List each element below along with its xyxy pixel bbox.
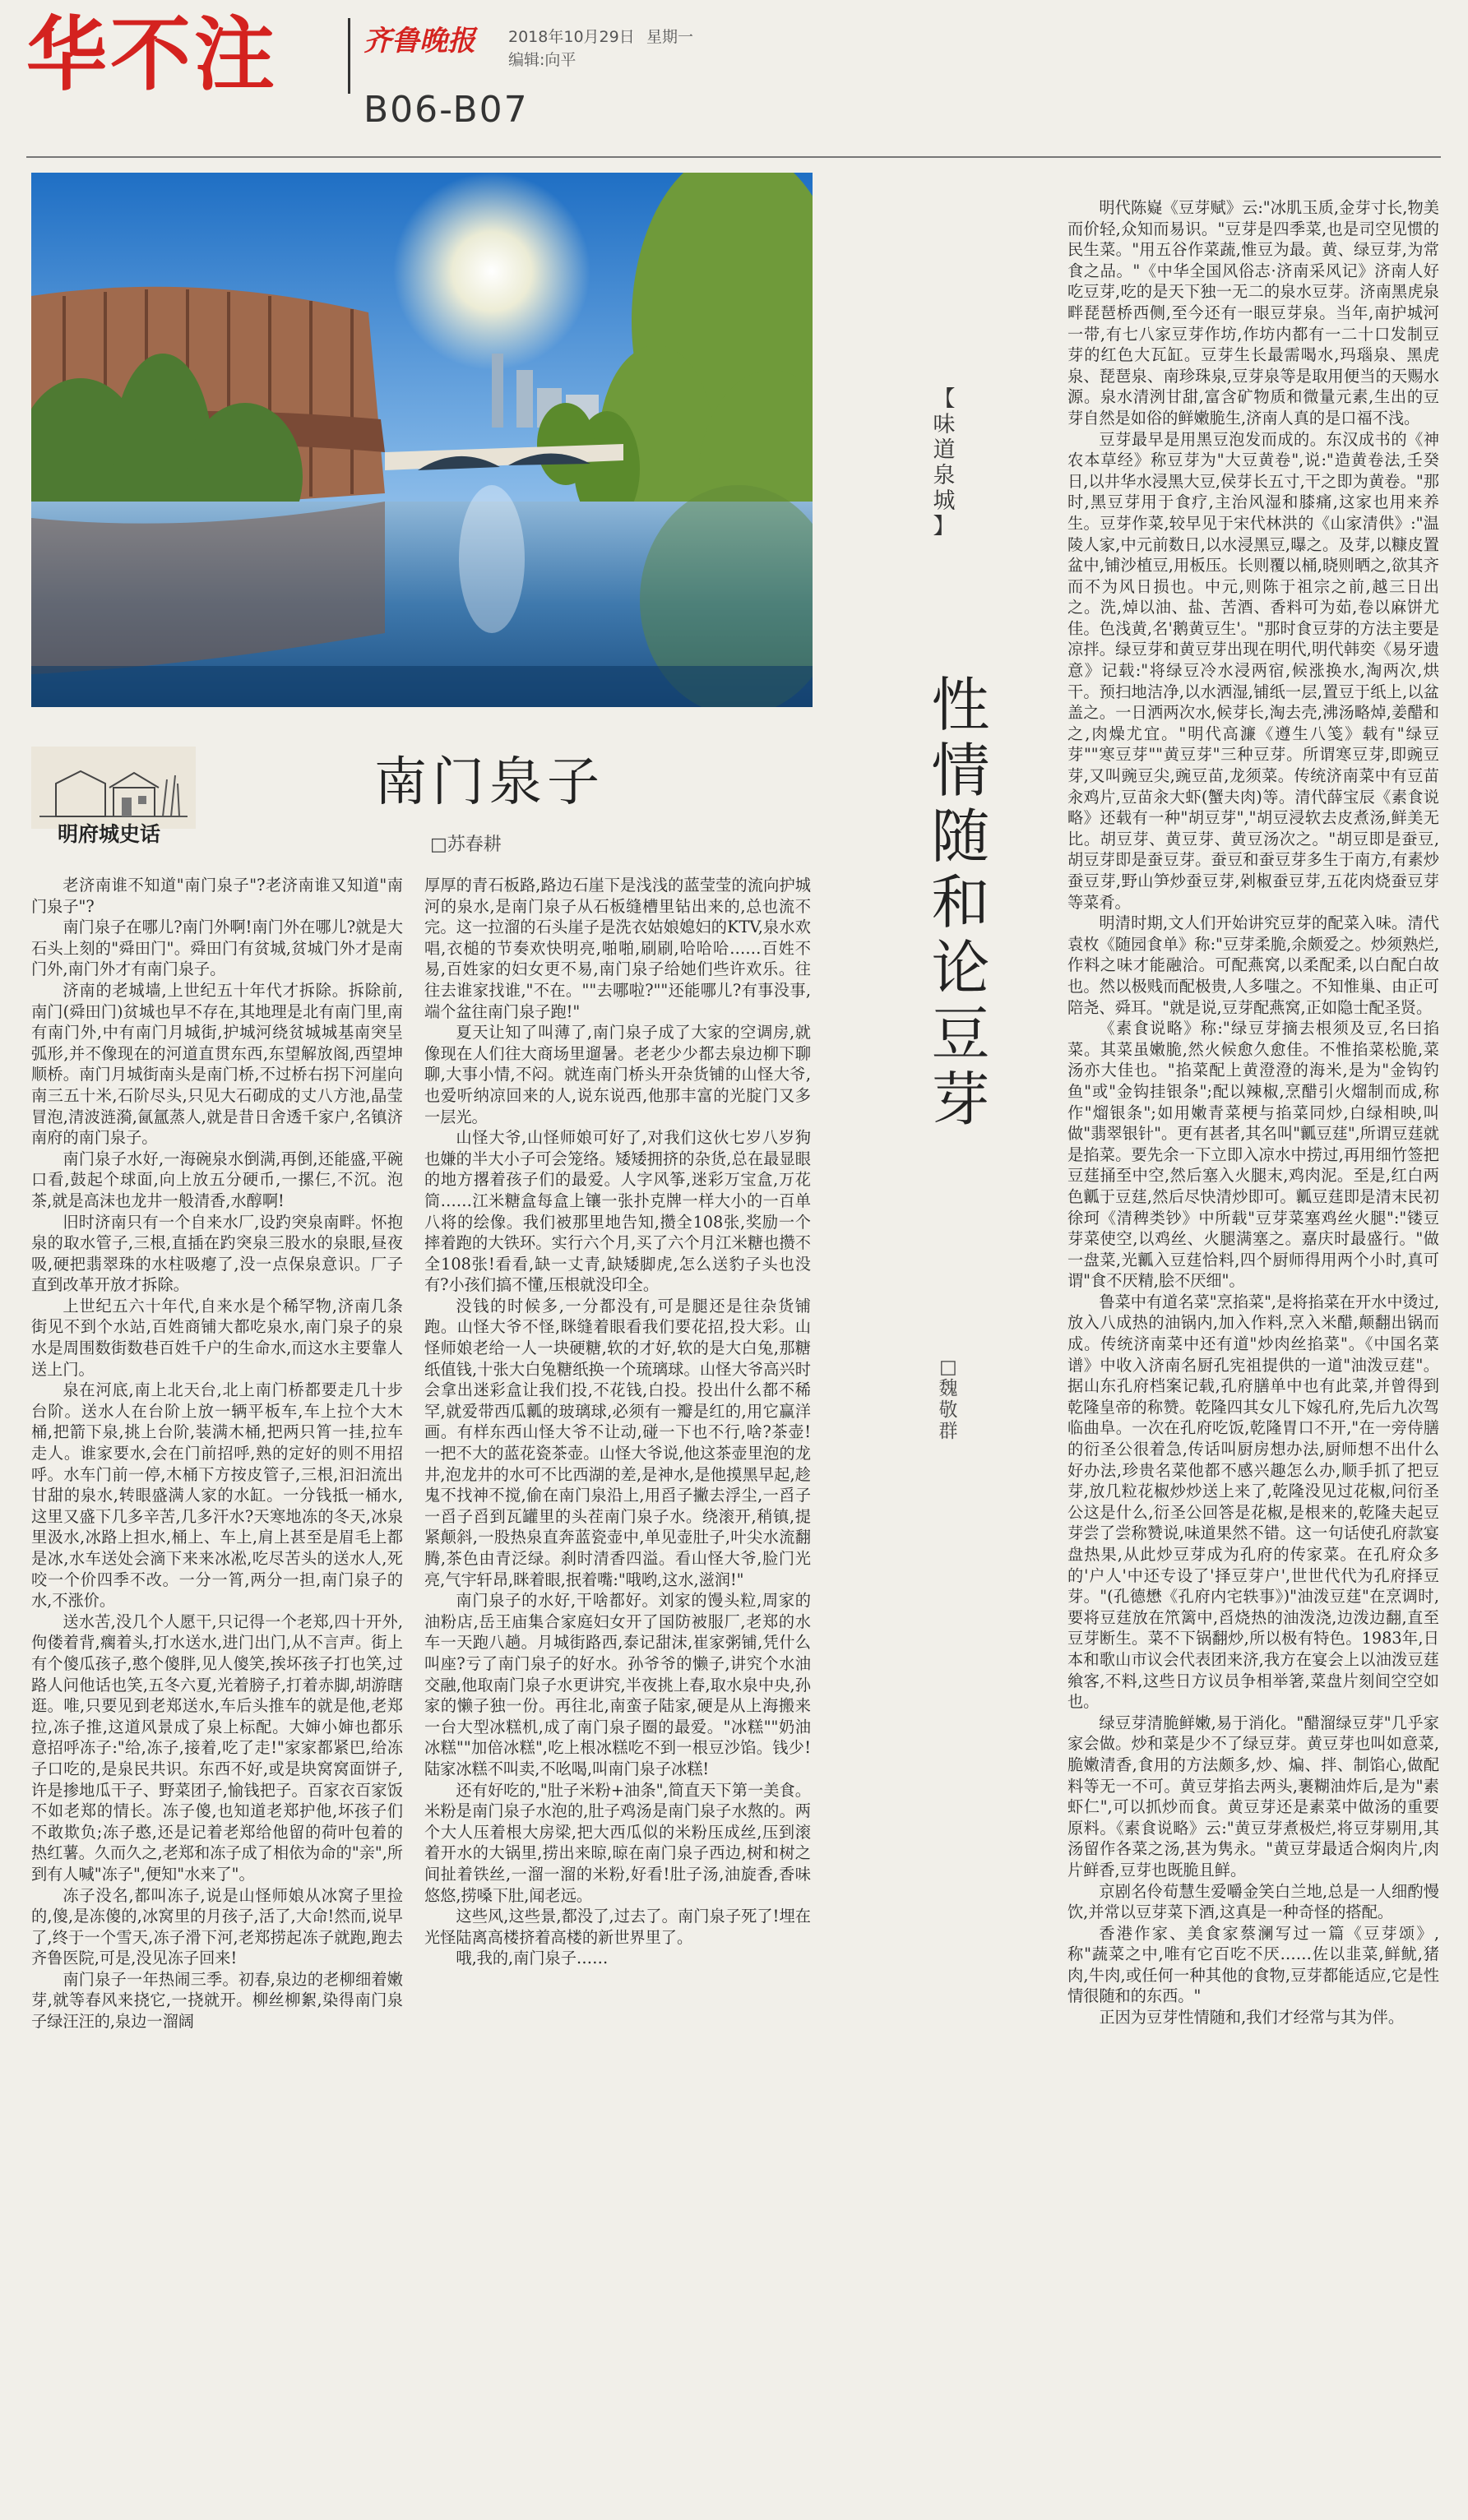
column-tag-vertical [928,386,961,539]
section-title: 华不注 [26,8,279,102]
author-char: 魏 [938,1378,958,1399]
paragraph: 泉在河底,南上北天台,北上南门桥都要走几十步台阶。送水人在台阶上放一辆平板车,车上拉个大木桶,把箭下泉,挑上台阶,装满木桶,把两只筲一挂,拉车走人。谁家要水,会在门前招呼,熟的定好的则不用招呼。水车门前一停,木桶下方按皮管子,三根,汩汩流出甘甜的泉水,转眼盛满人家的水缸。一分钱抵一桶水,这里又盛下几多辛苦,几多汗水?天寒地冻的冬天,冰泉里汲水,冰路上担水,桶上、车上,肩上甚至是眉毛上都是冰,水车送处会滴下来来冰凇,吃尽苦头的送水人,死咬一个价四季不改。一分一筲,两分一担,南门泉子的水,不涨价。 [31,1380,403,1611]
paragraph: 京剧名伶荀慧生爱嚼金笑白兰地,总是一人细酌慢饮,并常以豆芽菜下酒,这真是一种奇怪的搭配。 [1067,1881,1439,1922]
issue-date: 2018年10月29日 [508,28,635,46]
page-numbers: B06-B07 [364,89,529,131]
paragraph: 厚厚的青石板路,路边石崖下是浅浅的蓝莹莹的流向护城河的泉水,是南门泉子从石板缝槽里钻出来的,总也流不完。这一拉溜的石头崖子是洗衣姑娘媳妇的KTV,泉水欢唱,衣槌的节奏欢快明亮,啪啪,刷刷,哈哈哈……百姓不易,百姓家的妇女更不易,南门泉子给她们些许欢乐。往往去谁家找谁,"不在。""去哪啦?""还能哪儿?有事没事,端个盆往南门泉子跑!" [424,876,811,1021]
title-char: 情 [931,737,990,805]
paragraph: 香港作家、美食家蔡澜写过一篇《豆芽颂》,称"蔬菜之中,唯有它百吃不厌……佐以韭菜,鲜鱿,猪肉,牛肉,或任何一种其他的食物,豆芽都能适应,它是性情很随和的东西。" [1067,1923,1439,2006]
author-char: □ [939,1357,957,1378]
paragraph: 正因为豆芽性情随和,我们才经常与其为伴。 [1099,2008,1405,2028]
article2-title-vertical [928,673,993,1133]
paragraph: 济南的老城墙,上世纪五十年代才拆除。拆除前,南门(舜田门)贫城也早不存在,其地理是北有南门里,南有南门外,中有南门月城街,护城河绕贫城城基南突呈弧形,并不像现在的河道直贯东西,东望解放阁,西望坤顺桥。南门月城街南头是南门桥,不过桥右拐下河崖向南三五十米,石阶尽头,只见大石砌成的丈八方池,晶莹冒泡,清波涟漪,氤氲蒸人,就是昔日舍透千家户,名镇济南府的南门泉子。 [31,980,403,1148]
article-title: 南门泉子 [374,752,604,813]
title-char: 性 [931,671,990,739]
paragraph: 没钱的时候多,一分都没有,可是腿还是往杂货铺跑。山怪大爷不怪,眯缝着眼看我们要花招,投大彩。山怪师娘老给一人一块硬糖,软的才好,软的是大白兔,那糖纸值钱,十张大白兔糖纸换一个琉璃球。山怪大爷高兴时会拿出迷彩盒让我们投,不花钱,白投。投出什么都不稀罕,就爱带西瓜瓤的玻璃球,必须有一瓣是红的,用它赢洋画。有样东西山怪大爷不让动,碰一下也不行,啥?茶壶!一把不大的蓝花瓷茶壶。山怪大爷说,他这茶壶里泡的龙井,泡龙井的水可不比西湖的差,是神水,是他摸黑早起,趁鬼不找神不搅,偷在南门泉沿上,用舀子撇去浮尘,一舀子一舀子舀到瓦罐里的头茬南门泉子水。绕滚开,稍镇,提紧颠斜,一股热泉直奔蓝瓷壶中,单见壶肚子,叶尖水流翻腾,茶色由青泛绿。刹时清香四溢。看山怪大爷,脸门光亮,气宇轩昂,眯着眼,抿着嘴:"哦哟,这水,滋润!" [424,1296,811,1589]
paragraph: 这些风,这些景,都没了,过去了。南门泉子死了!埋在光怪陆离高楼挤着高楼的新世界里了。 [424,1907,811,1947]
paragraph: 山怪大爷,山怪师娘可好了,对我们这伙七岁八岁狗也嫌的半大小子可会笼络。矮矮拥挤的杂货,总在最显眼的地方撂着孩子们的最爱。人字风筝,迷彩万宝盒,万花筒……江米糖盒每盒上镶一张扑克牌一样大小的一百单八将的绘像。我们被那里地告知,攒全108张,奖励一个摔着跑的大铁环。实行六个月,买了六个月江米糖也攒不全108张!看看,缺一丈青,缺矮脚虎,怎么送豹子头也没有?小孩们搞不懂,压根就没印全。 [424,1128,811,1295]
paragraph: 还有好吃的,"肚子米粉+油条",简直天下第一美食。米粉是南门泉子水泡的,肚子鸡汤是南门泉子水熬的。两个大人压着根大房梁,把大西瓜似的米粉压成丝,压到滚着开水的大锅里,捞出来晾,晾在南门泉子西边,树和树之间扯着铁丝,一溜一溜的米粉,好看!肚子汤,油旋香,香味悠悠,捞嗓下肚,闻老远。 [424,1780,811,1905]
paragraph: 冻子没名,都叫冻子,说是山怪师娘从冰窝子里捡的,傻,是冻傻的,冰窝里的月孩子,活了,大命!然而,说早了,终于一个雪天,冻子滑下河,老郑捞起冻子就跑,跑去齐鲁医院,可是,没见冻子回来! [31,1885,403,1968]
tag-char: 泉 [933,463,956,488]
city-moat-photo [31,173,813,707]
paragraph: 豆芽最早是用黑豆泡发而成的。东汉成书的《神农本草经》称豆芽为"大豆黄卷",说:"造黄卷法,壬癸日,以井华水浸黑大豆,侯芽长五寸,干之即为黄卷。"那时,黑豆芽用于食疗,主治风湿和膝痛,这家也用来养生。豆芽作菜,较早见于宋代林洪的《山家清供》:"温陵人家,中元前数日,以水浸黑豆,曝之。及芽,以糠皮置盆中,铺沙植豆,用板压。长则覆以桶,晓则晒之,欲其齐而不为风日损也。中元,则陈于祖宗之前,越三日出之。洗,焯以油、盐、苦酒、香料可为茹,卷以麻饼尤佳。色浅黄,名'鹅黄豆生'。"那时食豆芽的方法主要是凉拌。绿豆芽和黄豆芽出现在明代,明代韩奕《易牙遗意》记载:"将绿豆冷水浸两宿,候涨换水,淘两次,烘干。预扫地洁净,以水洒湿,铺纸一层,置豆于纸上,以盆盖之。一日洒两次水,候芽长,淘去壳,沸汤略焯,姜醋和之,肉燥尤宜。"明代高濂《遵生八笺》载有"绿豆芽""寒豆芽""黄豆芽"三种豆芽。所谓寒豆芽,即豌豆芽,又叫豌豆尖,豌豆苗,龙须菜。传统济南菜中有豆苗汆鸡片,豆苗汆大虾(蟹夫肉)等。清代薛宝辰《素食说略》还载有一种"胡豆芽","胡豆浸软去皮煮汤,鲜美无比。胡豆芽、黄豆芽、黄豆汤次之。"胡豆即是蚕豆,胡豆芽即是蚕豆芽。蚕豆和蚕豆芽多生于南方,有素炒蚕豆芽,野山笋炒蚕豆芽,剁椒蚕豆芽,五花肉烧蚕豆芽等菜肴。 [1067,429,1439,912]
column-label: 明府城史话 [58,822,161,846]
author-char: 群 [938,1421,958,1442]
paragraph: 老济南谁不知道"南门泉子"?老济南谁又知道"南门泉子"? [31,876,403,916]
paragraph: 《素食说略》称:"绿豆芽摘去根须及豆,名曰掐菜。其菜虽嫩脆,然火候愈久愈佳。不惟掐菜松脆,菜汤亦大佳也。"掐菜配上黄澄澄的海米,是为"金钩钓鱼"或"金钩挂银条";配以辣椒,烹醋引火熘制而成,称作"熘银条";如用嫩青菜梗与掐菜同炒,白绿相映,叫做"翡翠银针"。更有甚者,其名叫"瓤豆莛",所谓豆莛就是掐菜。要先余一下立即入凉水中捞过,再用细竹签把豆莛捅至中空,然后塞入火腿末,鸡肉泥。至是,红白两色瓤于豆莛,然后尽快清炒即可。瓤豆莛即是清末民初徐珂《清稗类钞》中所载"豆芽菜塞鸡丝火腿":"镂豆芽菜使空,以鸡丝、火腿满塞之。嘉庆时最盛行。"做一盘菜,光瓤入豆莛恰料,四个厨师得用两个小时,真可谓"食不厌精,脍不厌细"。 [1067,1019,1439,1291]
paragraph: 夏天让知了叫薄了,南门泉子成了大家的空调房,就像现在人们往大商场里遛暑。老老少少都去泉边柳下聊聊,大事小情,不闷。就连南门桥头开杂货铺的山怪大爷,也爱听纳凉回来的人,说东说西,他那丰富的光腚门又多一层光。 [424,1023,811,1126]
paragraph: 哦,我的,南门泉子…… [456,1949,609,1968]
paragraph: 鲁菜中有道名菜"烹掐菜",是将掐菜在开水中烫过,放入八成热的油锅内,加入作料,烹入米醋,颠翻出锅而成。传统济南菜中还有道"炒肉丝掐菜"。《中国名菜谱》中收入济南名厨孔宪祖提供的一道"油泼豆莛"。据山东孔府档案记载,孔府膳单中也有此菜,并曾得到乾隆皇帝的称赞。乾隆四其女儿下嫁孔府,先后九次驾临曲阜。一次在孔府吃饭,乾隆胃口不开,"在一旁侍膳的衍圣公很着急,传话叫厨房想办法,厨师想不出什么好办法,珍贵名菜他都不感兴趣怎么办,顺手抓了把豆芽,放几粒花椒炒炒送上来了,乾隆没见过花椒,问衍圣公这是什么,衍圣公回答是花椒,是根来的,乾隆夫起豆芽尝了尝称赞说,味道果然不错。这一句话使孔府款宴盘热果,从此炒豆芽成为孔府的传家菜。在孔府众多的'户人'中还专设了'择豆芽户',世世代代为孔府择豆芽。"(孔德懋《孔府内宅轶事》)"油泼豆莛"在烹调时,要将豆莛放在笊篱中,舀烧热的油泼浇,边泼边翻,直至豆芽断生。菜不下锅翻炒,所以极有特色。1983年,日本和歌山市议会代表团来济,我方在宴会上以油泼豆莛飨客,不料,这些日方议员争相举箸,菜盘片刻间空空如也。 [1067,1292,1439,1712]
editor-credit: 编辑:向平 [508,51,577,69]
tag-char: 】 [933,514,956,539]
paragraph: 南门泉子水好,一海碗泉水倒满,再倒,还能盛,平碗口看,鼓起个球面,向上放五分硬币,一摞仨,不沉。泡茶,就是高沫也龙井一般清香,水醇啊! [31,1149,403,1210]
title-char: 芽 [931,1066,990,1134]
tag-char: 味 [933,412,956,437]
article2-author-vertical [934,1357,962,1442]
article-body-column-2 [424,875,811,2511]
paragraph: 旧时济南只有一个自来水厂,设趵突泉南畔。怀抱泉的取水管子,三根,直插在趵突泉三股水的泉眼,昼夜吸,硬把翡翠珠的水柱吸瘪了,没一点保泉意识。厂子直到改革开放才拆除。 [31,1212,403,1295]
article-author: □苏春耕 [430,835,502,855]
tag-char: 城 [933,488,956,514]
paragraph: 上世纪五六十年代,自来水是个稀罕物,济南几条街见不到个水站,百姓商铺大都吃泉水,南门泉子的泉水是周围数街数巷百姓千户的生命水,而这水主要靠人送上门。 [31,1296,403,1379]
article-body-column-1 [31,875,403,2511]
title-char: 随 [931,802,990,871]
title-char: 豆 [931,1000,990,1068]
author-char: 敬 [938,1399,958,1421]
newspaper-name: 齐鲁晚报 [364,25,475,58]
header-rule [26,156,1441,158]
tag-char: 道 [933,437,956,463]
tag-char: 【 [933,386,956,412]
paragraph: 南门泉子在哪儿?南门外啊!南门外在哪儿?就是大石头上刻的"舜田门"。舜田门有贫城,贫城门外才是南门外,南门外才有南门泉子。 [31,918,403,979]
paragraph: 送水苦,没几个人愿干,只记得一个老郑,四十开外,佝偻着背,瘸着头,打水送水,进门出门,从不言声。街上有个傻瓜孩子,憨个傻胖,见人傻笑,挨坏孩子打也笑,过路人问他话也笑,五冬六夏,光着膀子,打着赤脚,胡游瞎逛。唯,只要见到老郑送水,车后头推车的就是他,老郑拉,冻子推,这道风景成了泉上标配。大婶小婶也都乐意招呼冻子:"给,冻子,接着,吃了走!"家家都紧巴,给冻子口吃的,是泉民共识。东西不好,或是块窝窝面饼子,许是掺地瓜干子、野菜团子,愉钱把子。百家衣百家饭不如老郑的情长。冻子傻,也知道老郑护他,坏孩子们不敢欺负;冻子憨,还是记着老郑给他留的荷叶包着的热红薯。久而久之,老郑和冻子成了相依为命的"亲",所到有人喊"冻子",便知"水来了"。 [31,1611,403,1884]
issue-weekday: 星期一 [646,28,694,46]
header-divider [348,18,350,94]
title-char: 和 [931,868,990,936]
paragraph: 绿豆芽清脆鲜嫩,易于消化。"醋溜绿豆芽"几乎家家会做。炒和菜是少不了绿豆芽。黄豆芽也叫如意菜,脆嫩清香,食用的方法颇多,炒、煸、拌、制馅心,做配料等无一不可。黄豆芽掐去两头,裹糊油炸后,是为"素虾仁",可以抓炒而食。黄豆芽还是素菜中做汤的重要原料。《素食说略》云:"黄豆芽煮极烂,将豆芽剔用,其汤留作各菜之汤,甚为隽永。"黄豆芽最适合焖肉片,肉片鲜香,豆芽也既脆且鲜。 [1067,1713,1439,1880]
column-sketch-image [31,747,196,829]
article2-body-column [1067,197,1439,2509]
title-char: 论 [931,934,990,1002]
paragraph: 南门泉子的水好,干啥都好。刘家的馒头粒,周家的油粉店,岳王庙集合家庭妇女开了国防被服厂,老郑的水车一天跑八趟。月城街路西,泰记甜沫,崔家粥铺,凭什么叫座?亏了南门泉子的好水。孙爷爷的懒子,讲究个水油交融,他取南门泉子水更讲究,半夜挑上春,取水泉中央,孙家的懒子独一份。再往北,南蛮子陆家,硬是从上海搬来一台大型冰糕机,成了南门泉子圈的最爱。"冰糕""奶油冰糕""加倍冰糕",吃上根冰糕吃不到一根豆沙馅。钱少!陆家冰糕不叫卖,不吆喝,叫南门泉子冰糕! [424,1591,811,1778]
paragraph: 南门泉子一年热闹三季。初春,泉边的老柳细着嫩芽,就等春风来挠它,一挠就开。柳丝柳絮,染得南门泉子绿汪汪的,泉边一溜阔 [31,1969,403,2032]
paragraph: 明清时期,文人们开始讲究豆芽的配菜入味。清代袁枚《随园食单》称:"豆芽柔脆,余颇爱之。炒须熟烂,作料之味才能融洽。可配燕窝,以柔配柔,以白配白故也。然以极贱而配极贵,人多嗤之。不知惟巢、由正可陪尧、舜耳。"就是说,豆芽配燕窝,正如隐士配圣贤。 [1067,913,1439,1017]
paragraph: 明代陈嶷《豆芽赋》云:"冰肌玉质,金芽寸长,物美而价轻,众知而易识。"豆芽是四季菜,也是司空见惯的民生菜。"用五谷作菜蔬,惟豆为最。黄、绿豆芽,为常食之品。"《中华全国风俗志·济南采风记》济南人好吃豆芽,吃的是天下独一无二的泉水豆芽。济南黑虎泉畔琵琶桥西侧,至今还有一眼豆芽泉。当年,南护城河一带,有七八家豆芽作坊,作坊内都有一二十口发制豆芽的红色大瓦缸。豆芽生长最需喝水,玛瑙泉、黑虎泉、琵琶泉、南珍珠泉,豆芽泉等是取用便当的天赐水源。泉水清洌甘甜,富含矿物质和微量元素,生出的豆芽自然是如俗的鲜嫩脆生,济南人真的是口福不浅。 [1067,198,1439,428]
